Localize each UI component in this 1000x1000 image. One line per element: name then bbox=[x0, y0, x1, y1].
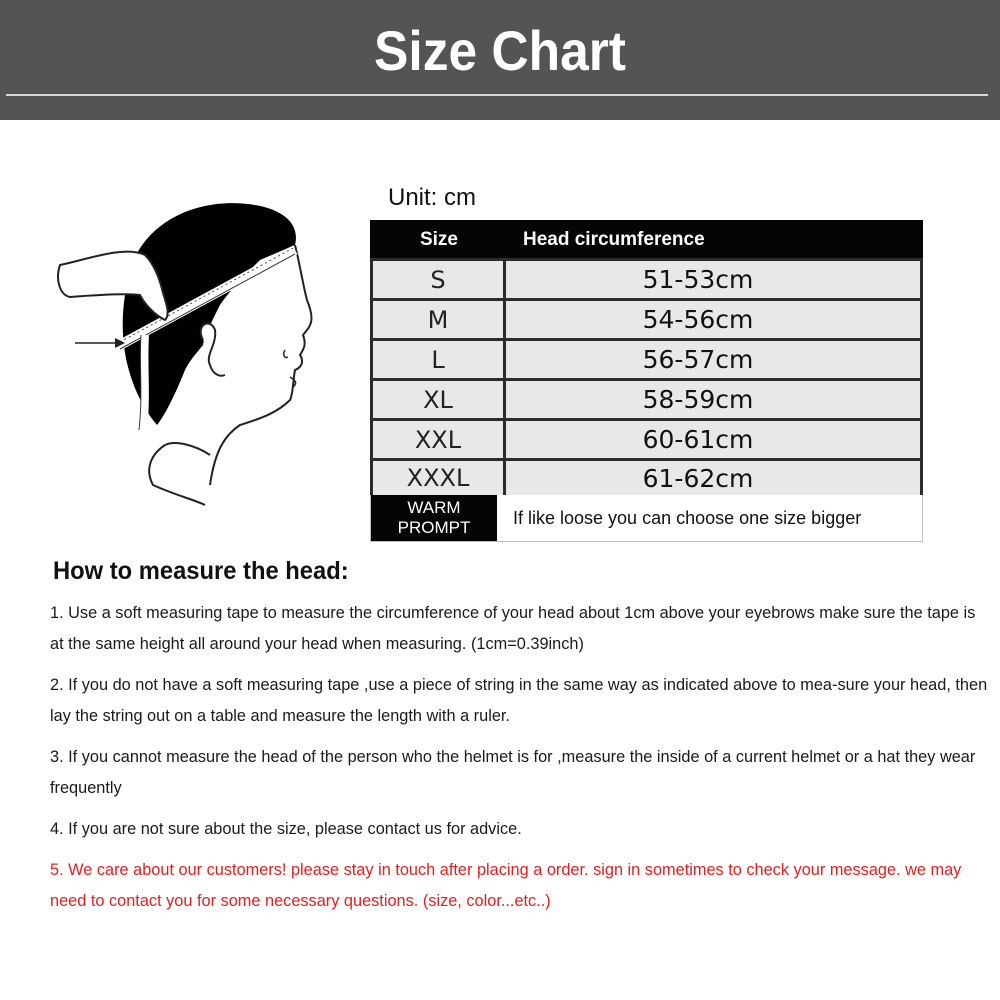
circumference-cell: 61-62cm bbox=[506, 461, 920, 495]
size-cell: XL bbox=[373, 381, 503, 418]
warm-prompt-label-line1: WARM bbox=[407, 498, 461, 517]
table-row bbox=[373, 421, 920, 458]
table-row bbox=[373, 341, 920, 378]
instruction-step-customer-care: 5. We care about our customers! please stay in touch after placing a order. sign in sometimes to check your message. we may need to contact you for some necessary questions. (size, color...etc..) bbox=[50, 860, 962, 910]
circumference-cell: 51-53cm bbox=[506, 261, 920, 298]
instruction-step: 3. If you cannot measure the head of the person who the helmet is for ,measure the inside of a current helmet or a hat they wear frequently bbox=[50, 747, 976, 797]
warm-prompt-label-line2: PROMPT bbox=[397, 518, 471, 537]
column-header-size: Size bbox=[419, 229, 459, 250]
circumference-cell: 56-57cm bbox=[506, 341, 920, 378]
column-header-head-circumference: Head circumference bbox=[523, 229, 705, 250]
circumference-cell: 58-59cm bbox=[506, 381, 920, 418]
table-row bbox=[373, 461, 920, 495]
warm-prompt-text: If like loose you can choose one size bigger bbox=[497, 495, 922, 541]
size-cell: XXL bbox=[373, 421, 503, 458]
instruction-step: 4. If you are not sure about the size, please contact us for advice. bbox=[50, 819, 522, 838]
table-row bbox=[373, 261, 920, 298]
instructions-list bbox=[50, 597, 988, 926]
table-header bbox=[370, 220, 923, 258]
banner-divider bbox=[6, 94, 988, 96]
circumference-cell: 54-56cm bbox=[506, 301, 920, 338]
table-row bbox=[373, 381, 920, 418]
page-title: Size Chart bbox=[374, 19, 626, 82]
unit-label: Unit: cm bbox=[388, 184, 477, 211]
circumference-cell: 60-61cm bbox=[506, 421, 920, 458]
warm-prompt-row bbox=[370, 495, 923, 542]
table-body bbox=[370, 258, 923, 495]
instruction-step: 1. Use a soft measuring tape to measure the circumference of your head about 1cm above your eyebrows make sure the tape is at the same height all around your head when measuring. (1cm=0.39inch) bbox=[50, 603, 976, 653]
warm-prompt-label bbox=[371, 495, 497, 541]
instructions-heading: How to measure the head: bbox=[53, 557, 349, 585]
size-cell: S bbox=[373, 261, 503, 298]
instruction-step: 2. If you do not have a soft measuring tape ,use a piece of string in the same way as indicated above to mea-sure your head, then lay the string out on a table and measure the length with a ruler. bbox=[50, 675, 988, 725]
table-row bbox=[373, 301, 920, 338]
head-measuring-illustration bbox=[45, 185, 345, 510]
size-cell: M bbox=[373, 301, 503, 338]
size-cell: L bbox=[373, 341, 503, 378]
size-table bbox=[370, 220, 923, 542]
title-banner bbox=[0, 0, 1000, 120]
size-cell: XXXL bbox=[373, 461, 503, 495]
